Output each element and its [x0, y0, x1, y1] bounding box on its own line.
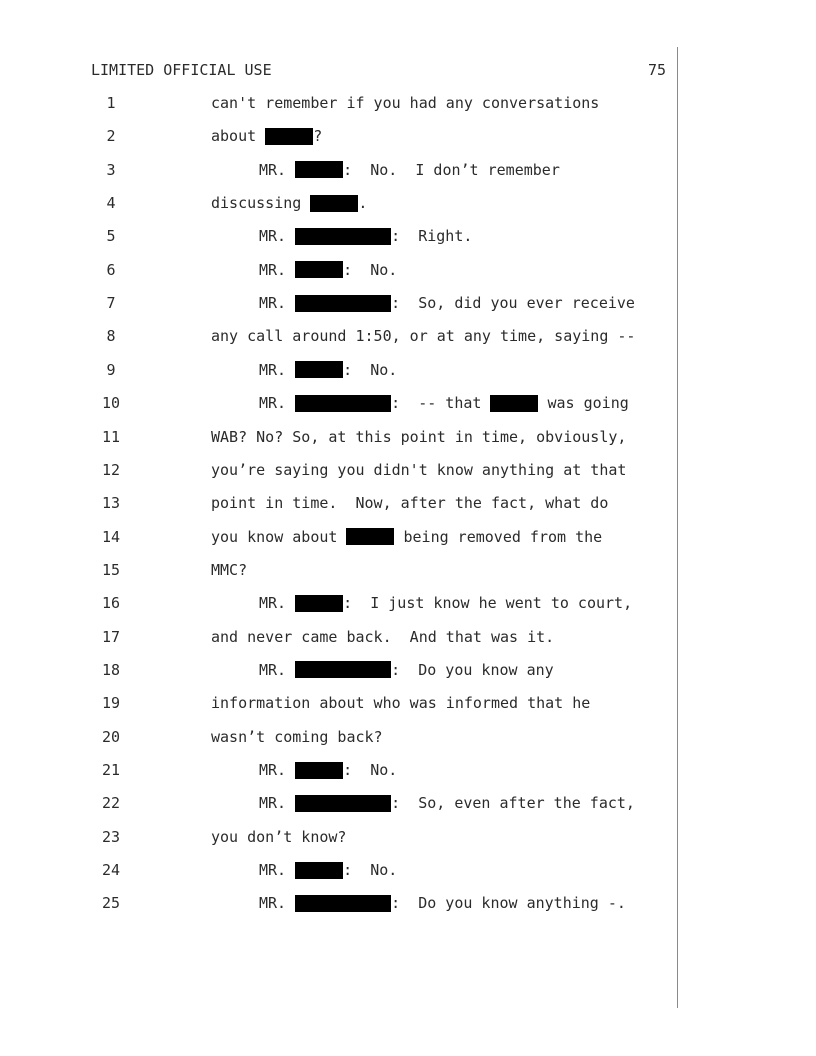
transcript-line — [0, 92, 680, 114]
line-number: 11 — [101, 427, 121, 446]
text-segment: : No. — [343, 360, 398, 379]
transcript-line — [0, 225, 680, 247]
transcript-line — [0, 259, 680, 281]
text-segment: MR. — [259, 294, 296, 313]
line-number: 6 — [106, 260, 116, 279]
transcript-line — [0, 459, 680, 481]
redaction-block — [295, 862, 343, 879]
line-number: 7 — [106, 294, 116, 313]
text-segment: MR. — [259, 894, 296, 913]
transcript-line — [0, 159, 680, 181]
text-segment: MMC? — [211, 560, 248, 579]
text-segment: : No. — [343, 260, 398, 279]
line-text — [211, 626, 554, 648]
text-segment: being removed from the — [394, 527, 603, 546]
line-text — [211, 526, 602, 548]
page-header-classification: LIMITED OFFICIAL USE — [91, 61, 272, 79]
text-segment: wasn’t coming back? — [211, 727, 383, 746]
text-segment: you’re saying you didn't know anything at that — [211, 460, 627, 479]
line-text — [211, 325, 635, 347]
line-number: 23 — [101, 827, 121, 846]
text-segment: : I just know he went to court, — [343, 594, 633, 613]
redaction-block — [295, 661, 391, 678]
line-text — [211, 92, 599, 114]
text-segment: MR. — [259, 227, 296, 246]
transcript-line — [0, 792, 680, 814]
text-segment: MR. — [259, 360, 296, 379]
transcript-line — [0, 659, 680, 681]
redaction-block — [295, 161, 343, 178]
transcript-line — [0, 192, 680, 214]
line-number: 16 — [101, 594, 121, 613]
line-number: 19 — [101, 694, 121, 713]
line-text — [259, 359, 397, 381]
line-text — [259, 759, 397, 781]
line-number: 18 — [101, 660, 121, 679]
line-text — [259, 225, 472, 247]
redaction-block — [265, 128, 313, 145]
text-segment: MR. — [259, 794, 296, 813]
line-number: 24 — [101, 861, 121, 880]
redaction-block — [295, 595, 343, 612]
line-text — [259, 659, 554, 681]
transcript-line — [0, 392, 680, 414]
line-text — [259, 592, 632, 614]
text-segment: about — [211, 127, 266, 146]
text-segment: : So, did you ever receive — [391, 294, 635, 313]
page-number: 75 — [648, 61, 667, 79]
line-number: 25 — [101, 894, 121, 913]
text-segment: . — [358, 194, 368, 213]
text-segment: you don’t know? — [211, 827, 347, 846]
transcript-line — [0, 626, 680, 648]
line-text — [259, 792, 635, 814]
text-segment: MR. — [259, 394, 296, 413]
text-segment: : -- that — [391, 394, 491, 413]
line-number: 21 — [101, 761, 121, 779]
transcript-line — [0, 859, 680, 881]
line-number: 4 — [106, 194, 116, 213]
line-text — [211, 426, 626, 448]
text-segment: : No. I don’t remember — [343, 160, 560, 179]
redaction-block — [295, 295, 391, 312]
text-segment: : No. — [343, 861, 398, 880]
line-text — [259, 259, 397, 281]
redaction-block — [295, 762, 343, 779]
line-number: 17 — [101, 627, 121, 646]
line-number: 5 — [106, 227, 116, 246]
line-text — [211, 826, 346, 848]
line-text — [211, 559, 247, 581]
transcript-line — [0, 759, 680, 781]
text-segment: and never came back. And that was it. — [211, 627, 555, 646]
line-text — [211, 192, 367, 214]
text-segment: : So, even after the fact, — [391, 794, 635, 813]
redaction-block — [295, 795, 391, 812]
redaction-block — [295, 895, 391, 912]
text-segment: : Right. — [391, 227, 473, 246]
line-number: 9 — [106, 360, 116, 379]
line-number: 20 — [101, 727, 121, 746]
line-text — [211, 459, 626, 481]
transcript-line — [0, 826, 680, 848]
transcript-line — [0, 359, 680, 381]
redaction-block — [310, 195, 358, 212]
text-segment: MR. — [259, 594, 296, 613]
transcript-line — [0, 692, 680, 714]
text-segment: MR. — [259, 861, 296, 880]
transcript-line — [0, 426, 680, 448]
line-text — [259, 859, 397, 881]
text-segment: WAB? No? So, at this point in time, obviously, — [211, 427, 627, 446]
line-number: 2 — [106, 127, 116, 146]
text-segment: MR. — [259, 260, 296, 279]
text-segment: you know about — [211, 527, 347, 546]
text-segment: : No. — [343, 761, 398, 779]
transcript-line — [0, 492, 680, 514]
redaction-block — [490, 395, 538, 412]
text-segment: can't remember if you had any conversations — [211, 94, 600, 112]
line-number: 14 — [101, 527, 121, 546]
transcript-line — [0, 292, 680, 314]
text-segment: any call around 1:50, or at any time, saying -- — [211, 327, 636, 346]
line-number: 8 — [106, 327, 116, 346]
line-text — [211, 726, 383, 748]
line-text — [211, 692, 590, 714]
transcript-line — [0, 526, 680, 548]
line-number: 10 — [101, 394, 121, 413]
line-number: 22 — [101, 794, 121, 813]
line-text — [211, 492, 608, 514]
line-text — [259, 159, 560, 181]
transcript-line — [0, 892, 680, 914]
redaction-block — [346, 528, 394, 545]
line-text — [259, 292, 635, 314]
text-segment: point in time. Now, after the fact, what do — [211, 494, 609, 513]
transcript-line — [0, 726, 680, 748]
line-number: 1 — [106, 94, 116, 112]
line-text — [259, 392, 629, 414]
text-segment: : Do you know anything -. — [391, 894, 626, 913]
text-segment: information about who was informed that he — [211, 694, 591, 713]
redaction-block — [295, 361, 343, 378]
line-number: 15 — [101, 560, 121, 579]
line-number: 12 — [101, 460, 121, 479]
transcript-line — [0, 325, 680, 347]
text-segment: discussing — [211, 194, 311, 213]
transcript-line — [0, 559, 680, 581]
transcript-line — [0, 592, 680, 614]
line-number: 3 — [106, 160, 116, 179]
line-text — [211, 125, 322, 147]
redaction-block — [295, 261, 343, 278]
redaction-block — [295, 395, 391, 412]
line-text — [259, 892, 626, 914]
text-segment: : Do you know any — [391, 660, 554, 679]
text-segment: ? — [313, 127, 323, 146]
line-number: 13 — [101, 494, 121, 513]
text-segment: was going — [538, 394, 629, 413]
text-segment: MR. — [259, 660, 296, 679]
transcript-line — [0, 125, 680, 147]
text-segment: MR. — [259, 761, 296, 779]
redaction-block — [295, 228, 391, 245]
text-segment: MR. — [259, 160, 296, 179]
